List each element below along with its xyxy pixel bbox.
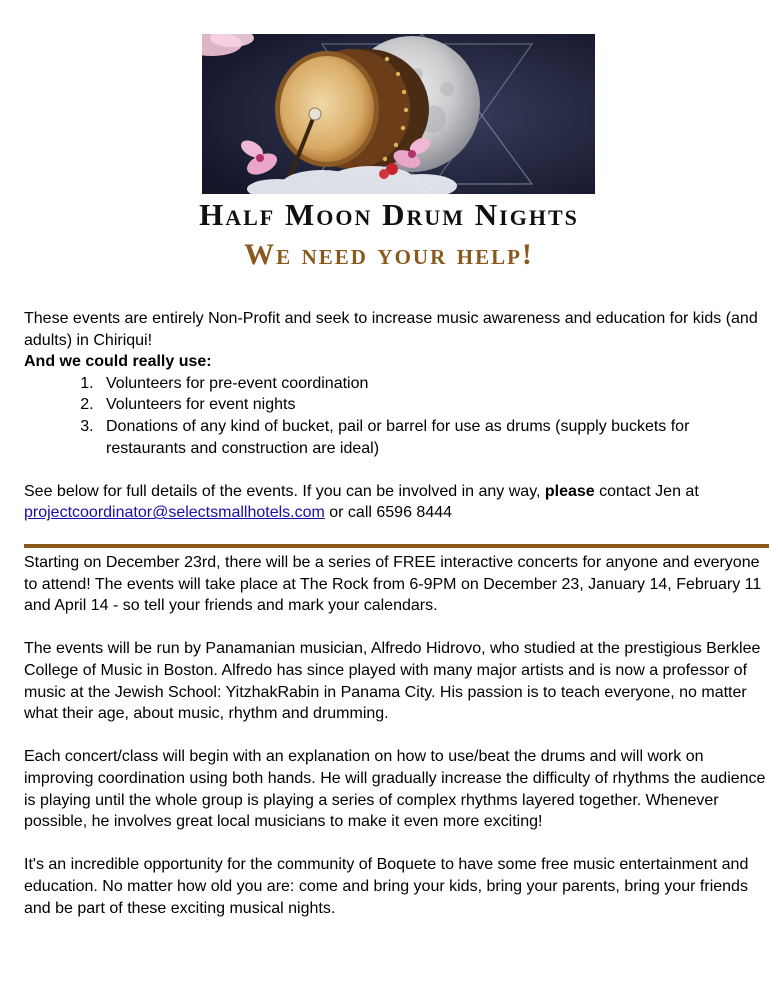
page-subtitle: We need your help! [244,238,534,271]
contact-phone-text: or call 6596 8444 [324,504,453,522]
intro-text: These events are entirely Non-Profit and seek to increase music awareness and education for kids (and adults) in Chiriqui! [24,310,758,349]
drum-head [280,56,374,162]
contact-text-after: contact Jen at [594,482,699,500]
contact-emphasis: please [544,482,595,500]
list-item: 3. Donations of any kind of bucket, pail or barrel for use as drums (supply buckets for restaurants and construction are ideal) [98,416,764,459]
contact-paragraph [24,481,764,524]
details-section [24,552,769,941]
details-paragraph: Each concert/class will begin with an explanation on how to use/beat the drums and will work on improving coordination using both hands. He will gradually increase the difficulty of rhythms the audience is playing until the whole group is playing a series of complex rhythms layered together. Whenever possible, he involves great local musicians to make it even more exciting! [24,748,766,831]
list-item: 1. Volunteers for pre-event coordination [98,373,764,395]
intro-section [24,308,764,524]
page-title: Half Moon Drum Nights [199,197,579,232]
hero-image [202,34,595,194]
contact-text-before: See below for full details of the events. If you can be involved in any way, [24,482,545,500]
needs-list [24,373,764,459]
details-paragraph: It's an incredible opportunity for the community of Boquete to have some free music entertainment and education. No matter how old you are: come and bring your kids, bring your parents, bring your friends and be part of these exciting musical nights. [24,856,749,917]
list-item: 2. Volunteers for event nights [98,394,764,416]
section-divider [24,544,769,548]
drum-moon-illustration [202,34,595,194]
contact-email-link[interactable]: projectcoordinator@selectsmallhotels.com [24,504,325,522]
details-paragraph: The events will be run by Panamanian musician, Alfredo Hidrovo, who studied at the prestigious Berklee College of Music in Boston. Alfredo has since played with many major artists and is now a professor of music at the Jewish School: YitzhakRabin in Panama City. His passion is to teach everyone, no matter what their age, about music, rhythm and drumming. [24,640,761,723]
details-paragraph: Starting on December 23rd, there will be a series of FREE interactive concerts for anyone and everyone to attend! The events will take place at The Rock from 6-9PM on December 23, January 14, February 11 and April 14 - so tell your friends and mark your calendars. [24,554,762,615]
needs-heading: And we could really use: [24,353,212,371]
